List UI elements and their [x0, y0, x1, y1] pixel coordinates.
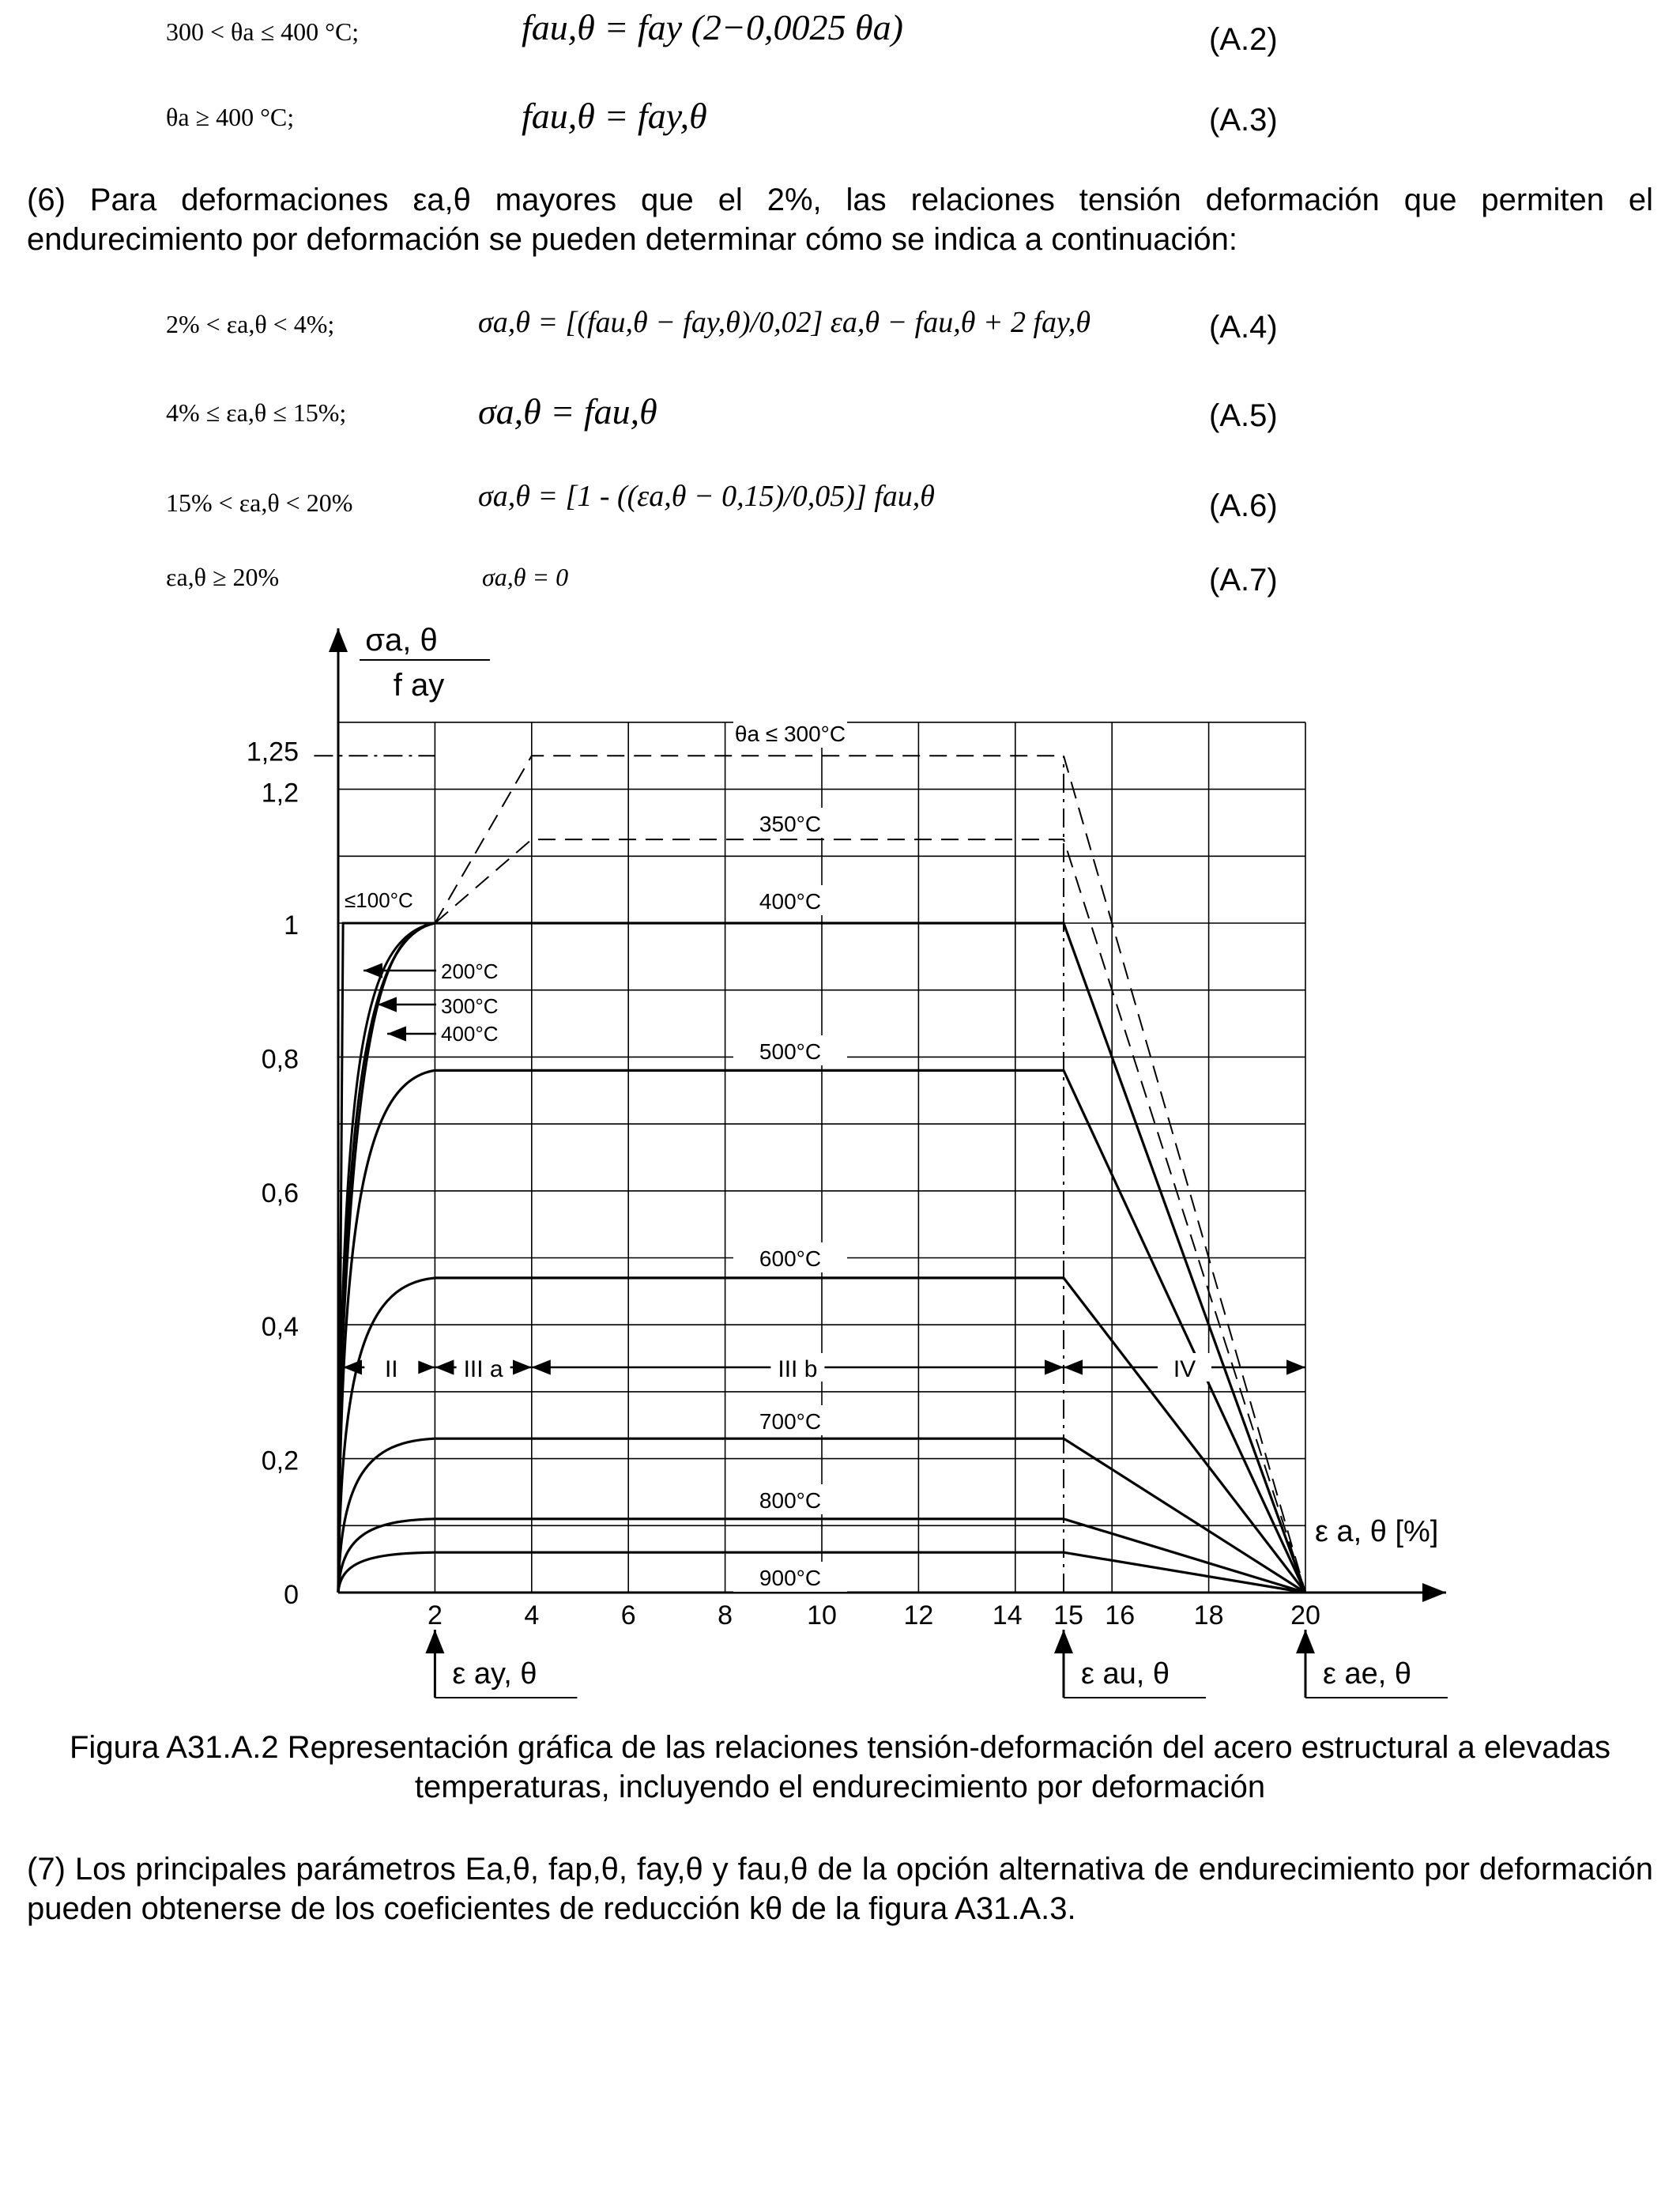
eq-a5-formula: σa,θ = fau,θ: [478, 391, 657, 432]
x-tick-label: 10: [807, 1600, 837, 1630]
eq-a4-formula: σa,θ = [(fau,θ − fay,θ)/0,02] εa,θ − fau,θ + 2 fay,θ: [478, 306, 1090, 339]
eq-a3-tag: (A.3): [1209, 103, 1278, 138]
eq-a6-formula: σa,θ = [1 - ((εa,θ − 0,15)/0,05)] fau,θ: [478, 480, 935, 513]
eq-a4-condition: 2% < εa,θ < 4%;: [166, 310, 335, 338]
x-tick-label: 18: [1193, 1600, 1224, 1630]
eq-a3-condition: θa ≥ 400 °C;: [166, 103, 295, 131]
y-tick-label: 0: [284, 1580, 299, 1610]
eq-a6-tag: (A.6): [1209, 488, 1278, 523]
y-tick-label: 0,6: [261, 1178, 299, 1208]
y-tick-label: 0,4: [261, 1312, 299, 1343]
y-tick-label: 1,2: [261, 778, 299, 809]
x-tick-label: 4: [524, 1600, 540, 1630]
x-tick-label: 14: [992, 1600, 1023, 1630]
y-tick-label: 1: [284, 910, 299, 941]
figure-caption: Figura A31.A.2 Representación gráfica de las relaciones tensión-deformación del acero estructural a elevadas temperaturas, incluyendo el endurecimiento por deformación: [70, 1730, 1610, 1804]
y-axis-label-den: f ay: [393, 668, 445, 703]
series-label: 350°C: [759, 812, 822, 836]
series-line: [435, 839, 1305, 1593]
eq-a6-condition: 15% < εa,θ < 20%: [166, 488, 353, 517]
region-label: III b: [778, 1356, 818, 1382]
eq-a5-tag: (A.5): [1209, 398, 1278, 433]
x-tick-label: 15: [1053, 1600, 1083, 1630]
region-label: III a: [463, 1356, 503, 1382]
series-label: 400°C: [759, 889, 822, 914]
region-label: II: [384, 1356, 398, 1382]
label-300c: 300°C: [441, 994, 499, 1018]
marker-eay-label: ε ay, θ: [452, 1657, 537, 1691]
eq-a3-formula: fau,θ = fay,θ: [522, 96, 707, 136]
marker-eau-label: ε au, θ: [1081, 1657, 1170, 1691]
eq-a7-condition: εa,θ ≥ 20%: [166, 563, 280, 591]
series-label: 700°C: [759, 1409, 822, 1434]
eq-a7-tag: (A.7): [1209, 563, 1278, 598]
eq-a5-condition: 4% ≤ εa,θ ≤ 15%;: [166, 398, 347, 427]
eq-a2-tag: (A.2): [1209, 22, 1278, 57]
x-tick-label: 2: [427, 1600, 443, 1630]
x-axis-label: ε a, θ [%]: [1315, 1515, 1439, 1548]
eq-a7-formula: σa,θ = 0: [482, 563, 569, 591]
y-axis-label-num: σa, θ: [365, 623, 438, 658]
region-label: IV: [1173, 1356, 1196, 1382]
label-100c: ≤100°C: [345, 888, 413, 912]
y-tick-label: 0,8: [261, 1044, 299, 1075]
series-label: 500°C: [759, 1039, 822, 1064]
eq-a4-tag: (A.4): [1209, 310, 1278, 345]
series-label: 900°C: [759, 1566, 822, 1590]
series-label: 800°C: [759, 1488, 822, 1513]
paragraph-7: (7) Los principales parámetros Ea,θ, fap,θ, fay,θ y fau,θ de la opción alternativa de endurecimiento por deformación pueden obtenerse de los coeficientes de reducción kθ de la figura A31.A.3.: [27, 1852, 1653, 1926]
x-tick-label: 16: [1105, 1600, 1136, 1630]
series-line: [435, 756, 1305, 1593]
marker-eae-label: ε ae, θ: [1323, 1657, 1412, 1691]
low-temp-curve: [338, 923, 435, 1525]
x-tick-label: 8: [718, 1600, 733, 1630]
series-label: 600°C: [759, 1246, 822, 1271]
paragraph-6: (6) Para deformaciones εa,θ mayores que el 2%, las relaciones tensión deformación que permiten el endurecimiento por deformación se pueden determinar cómo se indica a continuación:: [27, 183, 1653, 257]
series-label: θa ≤ 300°C: [734, 722, 846, 746]
eq-a2-condition: 300 < θa ≤ 400 °C;: [166, 17, 360, 46]
x-tick-label: 12: [903, 1600, 934, 1630]
x-tick-label: 20: [1290, 1600, 1320, 1630]
y-tick-label: 1,25: [246, 737, 299, 767]
y-tick-label: 0,2: [261, 1446, 299, 1476]
label-200c: 200°C: [441, 959, 499, 983]
x-tick-label: 6: [620, 1600, 636, 1630]
eq-a2-formula: fau,θ = fay (2−0,0025 θa): [522, 7, 903, 47]
label-400c-low: 400°C: [441, 1022, 499, 1046]
